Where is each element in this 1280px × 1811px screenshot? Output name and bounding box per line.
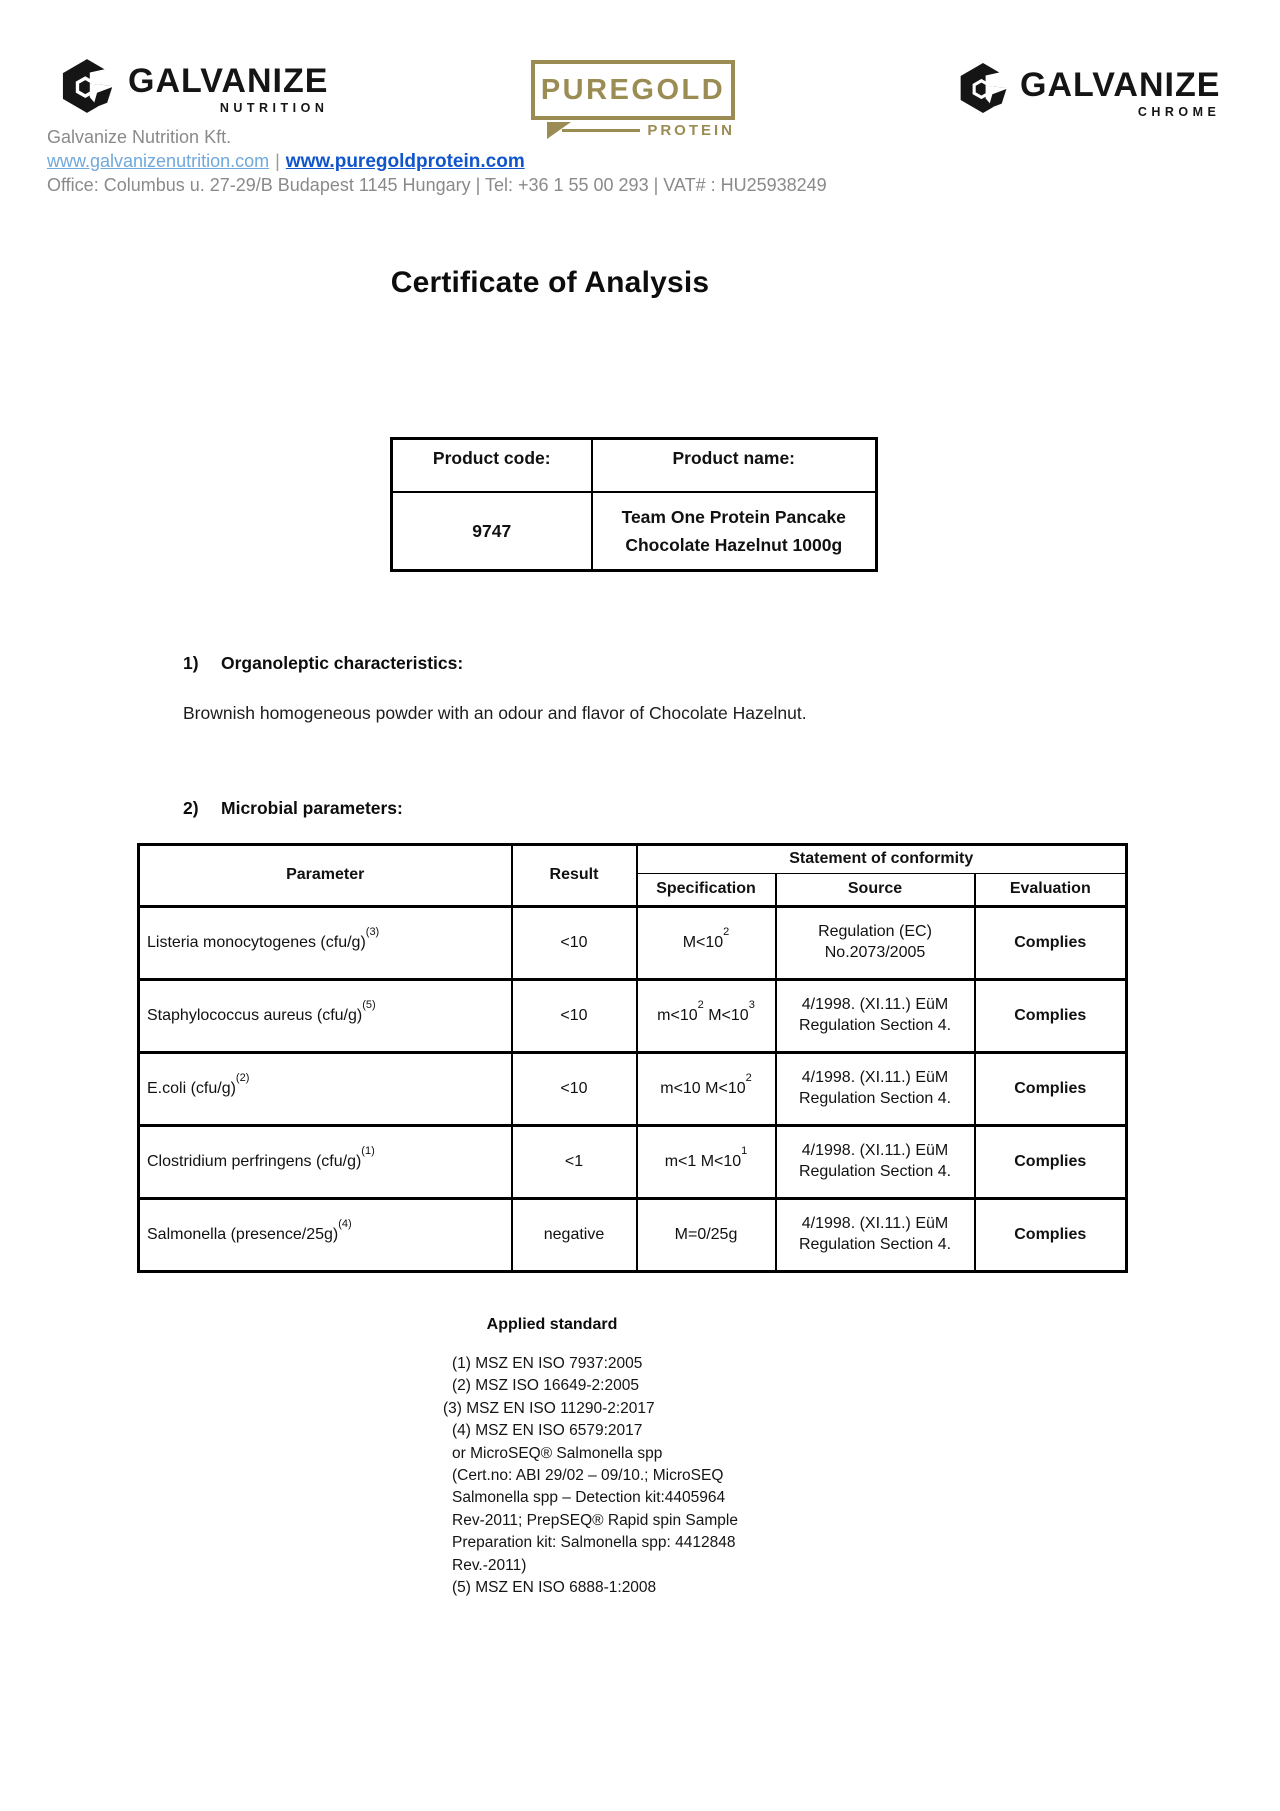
result-cell: negative <box>512 1199 637 1272</box>
result-cell: <10 <box>512 1053 637 1126</box>
source-cell: Regulation (EC) No.2073/2005 <box>776 907 975 980</box>
product-name-line1: Team One Protein Pancake <box>621 506 846 527</box>
galvanize-wordmark-text: GALVANIZE <box>128 62 329 100</box>
col-header-source: Source <box>776 874 975 907</box>
galvanize-wordmark-text: GALVANIZE <box>1020 66 1221 104</box>
section-2-number: 2) <box>183 798 199 818</box>
spec-text: M<10 <box>682 933 724 951</box>
spec-text: m<10 <box>657 1006 698 1024</box>
result-cell: <1 <box>512 1126 637 1199</box>
source-cell: 4/1998. (XI.11.) EüM Regulation Section 4. <box>776 1126 975 1199</box>
standard-line: (4) MSZ EN ISO 6579:2017 <box>452 1422 643 1440</box>
puregold-logo-frame <box>531 60 735 120</box>
office-contact-line: Office: Columbus u. 27-29/B Budapest 1145 Hungary | Tel: +36 1 55 00 293 | VAT# : HU25938249 <box>47 175 827 195</box>
parameter-text: E.coli (cfu/g) <box>147 1079 236 1097</box>
spec-exponent: 1 <box>741 1145 748 1158</box>
parameter-cell <box>139 1199 512 1272</box>
spec-text: M=0/25g <box>674 1225 738 1243</box>
parameter-text: Clostridium perfringens (cfu/g) <box>147 1152 362 1170</box>
standard-line: (3) MSZ EN ISO 11290-2:2017 <box>443 1399 655 1417</box>
col-header-specification: Specification <box>637 874 776 907</box>
standard-line: Preparation kit: Salmonella spp: 4412848 <box>452 1534 736 1552</box>
table-row-listeria <box>139 907 1127 980</box>
section-2-title: Microbial parameters: <box>221 798 403 818</box>
source-cell: 4/1998. (XI.11.) EüM Regulation Section 4. <box>776 1053 975 1126</box>
page-title: Certificate of Analysis <box>390 266 710 299</box>
parameter-text: Salmonella (presence/25g) <box>147 1225 339 1243</box>
standard-line: (Cert.no: ABI 29/02 – 09/10.; MicroSEQ <box>452 1467 724 1485</box>
parameter-footnote: (4) <box>338 1218 352 1231</box>
spec-exponent: 3 <box>748 999 755 1012</box>
specification-cell <box>637 907 776 980</box>
parameter-cell <box>139 1126 512 1199</box>
protein-tagline: PROTEIN <box>647 122 735 139</box>
galvanize-hexagon-icon <box>956 62 1010 114</box>
standard-line: Rev-2011; PrepSEQ® Rapid spin Sample <box>452 1511 738 1529</box>
nutrition-tagline: NUTRITION <box>219 101 329 115</box>
galvanize-hexagon-icon <box>58 58 116 114</box>
standard-line: Salmonella spp – Detection kit:4405964 <box>452 1489 726 1507</box>
product-table <box>390 437 878 572</box>
product-code-value: 9747 <box>392 492 592 571</box>
applied-standard-heading: Applied standard <box>486 1316 618 1333</box>
parameter-text: Listeria monocytogenes (cfu/g) <box>147 933 366 951</box>
company-links-line <box>47 150 827 173</box>
galvanize-nutrition-wordmark <box>128 58 328 115</box>
table-row-staphylococcus <box>139 980 1127 1053</box>
table-row-salmonella <box>139 1199 1127 1272</box>
parameter-cell <box>139 1053 512 1126</box>
evaluation-cell: Complies <box>975 980 1127 1053</box>
puregoldprotein-link[interactable]: www.puregoldprotein.com <box>285 151 525 172</box>
product-name-header: Product name: <box>592 439 877 492</box>
evaluation-cell: Complies <box>975 907 1127 980</box>
spec-text: M<10 <box>703 1006 749 1024</box>
link-separator: | <box>275 151 280 171</box>
standard-line: Rev.-2011) <box>452 1556 527 1574</box>
col-header-conformity: Statement of conformity <box>637 845 1127 874</box>
standard-line: (1) MSZ EN ISO 7937:2005 <box>452 1355 643 1372</box>
source-cell: 4/1998. (XI.11.) EüM Regulation Section 4. <box>776 980 975 1053</box>
organoleptic-description: Brownish homogeneous powder with an odour and flavor of Chocolate Hazelnut. <box>183 703 807 723</box>
parameter-cell <box>139 980 512 1053</box>
col-header-result: Result <box>512 845 637 907</box>
galvanize-chrome-logo <box>956 62 1220 119</box>
section-1-title: Organoleptic characteristics: <box>221 653 464 673</box>
section-2-heading <box>183 798 403 819</box>
parameter-footnote: (1) <box>361 1145 375 1158</box>
puregold-wordmark-text: PUREGOLD <box>540 73 726 106</box>
galvanize-chrome-wordmark <box>1020 62 1220 119</box>
spec-text: m<1 M<10 <box>664 1152 742 1170</box>
product-code-header: Product code: <box>392 439 592 492</box>
chrome-tagline: CHROME <box>1137 105 1221 119</box>
company-name: Galvanize Nutrition Kft. <box>47 127 232 147</box>
section-1-number: 1) <box>183 653 199 673</box>
evaluation-cell: Complies <box>975 1126 1127 1199</box>
result-cell: <10 <box>512 980 637 1053</box>
section-1-heading <box>183 653 463 674</box>
specification-cell <box>637 1126 776 1199</box>
parameter-footnote: (5) <box>362 999 376 1012</box>
product-name-line2: Chocolate Hazelnut 1000g <box>625 534 843 555</box>
specification-cell <box>637 980 776 1053</box>
spec-exponent: 2 <box>723 926 730 939</box>
product-name-value <box>592 492 877 571</box>
result-cell: <10 <box>512 907 637 980</box>
spec-exponent: 2 <box>745 1072 752 1085</box>
spec-text: m<10 M<10 <box>660 1079 746 1097</box>
standard-line: or MicroSEQ® Salmonella spp <box>452 1444 663 1462</box>
parameter-footnote: (3) <box>365 926 380 939</box>
applied-standard-list <box>443 1353 738 1599</box>
company-info-block <box>47 126 827 197</box>
microbial-parameters-table <box>137 843 1128 1273</box>
galvanizenutrition-link[interactable]: www.galvanizenutrition.com <box>47 151 270 171</box>
evaluation-cell: Complies <box>975 1053 1127 1126</box>
standard-line: (2) MSZ ISO 16649-2:2005 <box>452 1377 639 1395</box>
source-cell: 4/1998. (XI.11.) EüM Regulation Section 4. <box>776 1199 975 1272</box>
parameter-text: Staphylococcus aureus (cfu/g) <box>147 1006 363 1024</box>
galvanize-nutrition-logo <box>58 58 328 115</box>
parameter-cell <box>139 907 512 980</box>
table-row-clostridium <box>139 1126 1127 1199</box>
spec-exponent: 2 <box>697 999 704 1012</box>
specification-cell <box>637 1053 776 1126</box>
specification-cell <box>637 1199 776 1272</box>
col-header-parameter: Parameter <box>139 845 512 907</box>
parameter-footnote: (2) <box>235 1072 250 1085</box>
evaluation-cell: Complies <box>975 1199 1127 1272</box>
table-row-ecoli <box>139 1053 1127 1126</box>
col-header-evaluation: Evaluation <box>975 874 1127 907</box>
standard-line: (5) MSZ EN ISO 6888-1:2008 <box>452 1579 657 1597</box>
